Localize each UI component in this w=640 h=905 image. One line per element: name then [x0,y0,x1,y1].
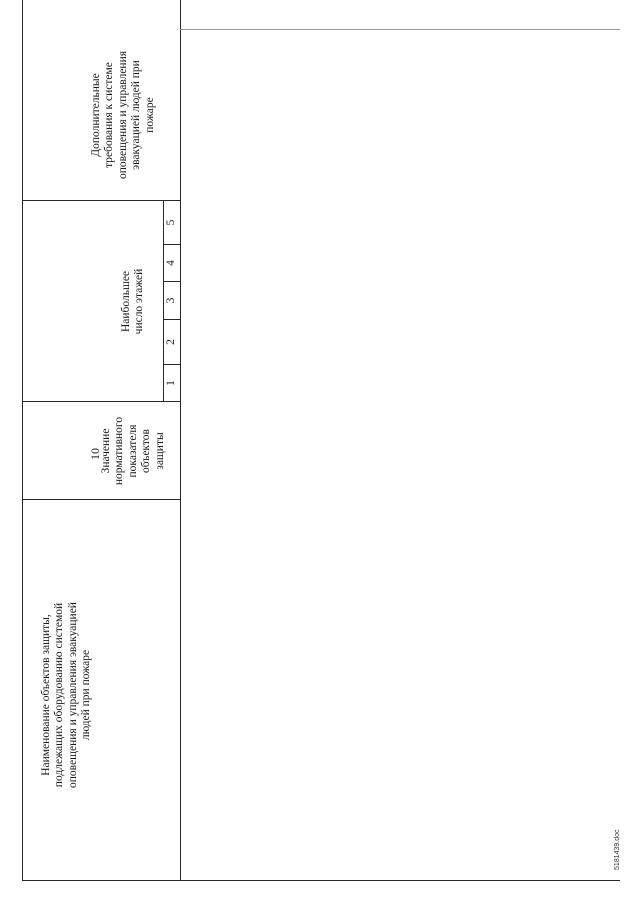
header-additional-line: оповещения и управления [116,50,129,180]
type-number-row-line [163,201,164,401]
header-additional-line: Дополнительные [90,73,102,157]
header-additional-line: пожаре [143,97,156,133]
header-indicator-line: Значение [100,428,112,474]
header-object-name-line: Наименование объектов защиты, [40,614,52,776]
header-left-border [22,880,180,881]
header-additional-line: требования к системе [103,62,116,168]
header-indicator-line: защиты [153,432,166,470]
header-indicator-line: показателя [126,424,139,478]
header-additional-line: эвакуацией людей при [130,60,143,170]
header-floors-line: Наибольшее [120,270,132,333]
document-id: 5181439.doc [614,829,621,870]
header-object-name-line: подлежащих оборудованию системой [53,602,66,788]
header-col-sep-3 [22,200,180,201]
type-number-1: 1 [165,380,177,386]
page-number: 10 [88,448,102,460]
header-floors-line: число этажей [133,268,146,335]
header-object-name [40,545,94,845]
body-left-border [180,880,620,881]
header-object-name-line: людей при пожаре [80,649,93,741]
header-object-name-line: оповещения и управления эвакуацией [66,602,79,788]
header-indicator-line: нормативного [113,416,126,486]
header-additional [90,30,157,200]
header-indicator [100,402,167,500]
table-bottom-border [22,0,23,881]
type-number-5: 5 [165,219,177,226]
body-right-border [180,29,620,30]
type-number-3: 3 [165,297,177,304]
header-indicator-line: объектов [140,429,153,473]
type-number-4: 4 [165,260,177,266]
table-top-border [180,0,181,881]
type-number-2: 2 [165,339,177,345]
header-floors [120,201,147,402]
